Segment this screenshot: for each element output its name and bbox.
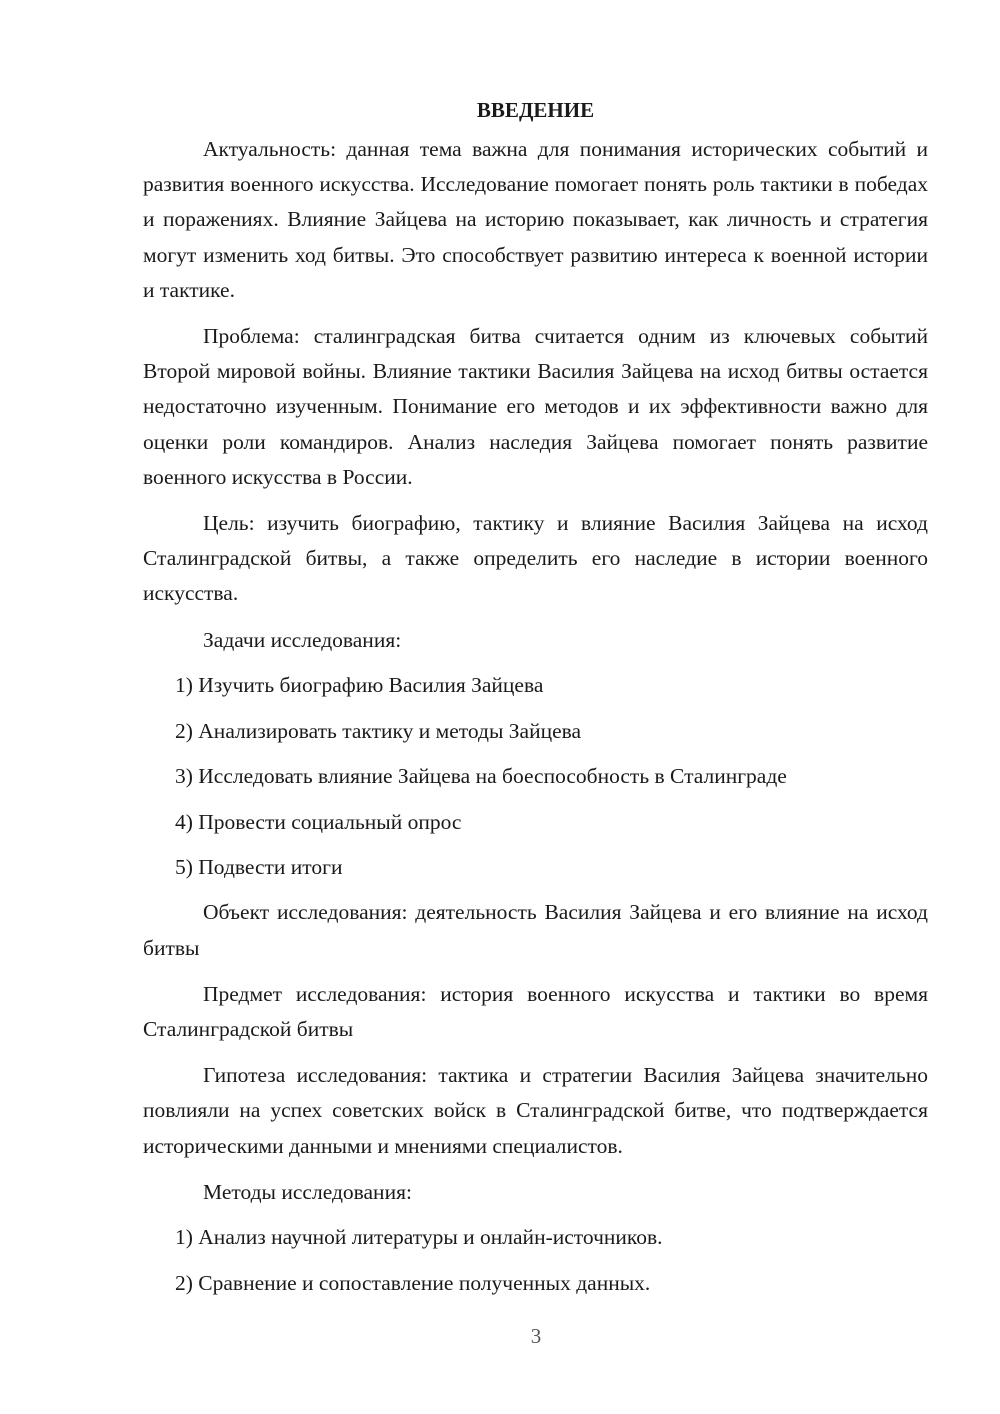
object-paragraph: Объект исследования: деятельность Василия Зайцева и его влияние на исход битвы (143, 900, 928, 960)
goal-paragraph: Цель: изучить биографию, тактику и влияние Василия Зайцева на исход Сталинградской битвы, а также определить его наследие в истории военного искусства. (143, 511, 928, 606)
list-item: 3) Исследовать влияние Зайцева на боеспособность в Сталинграде (175, 764, 787, 789)
tasks-heading: Задачи исследования: (203, 627, 402, 652)
document-page (143, 92, 928, 1311)
page-title: ВВЕДЕНИЕ (476, 98, 595, 122)
relevance-paragraph: Актуальность: данная тема важна для понимания исторических событий и развития военного искусства. Исследование помогает понять роль тактики в победах и поражениях. Влияние Зайцева на историю показывает, как личность и стратегия могут изменить ход битвы. Это способствует развитию интереса к военной истории и тактике. (143, 137, 928, 302)
subject-paragraph: Предмет исследования: история военного искусства и тактики во время Сталинградской битвы (143, 981, 928, 1041)
methods-list (143, 1220, 928, 1301)
methods-heading: Методы исследования: (203, 1179, 412, 1204)
list-item: 2) Сравнение и сопоставление полученных данных. (175, 1270, 651, 1295)
problem-paragraph: Проблема: сталинградская битва считается одним из ключевых событий Второй мировой войны. Влияние тактики Василия Зайцева на исход битвы остается недостаточно изученным. Понимание его методов и их эффективности важно для оценки роли командиров. Анализ наследия Зайцева помогает понять развитие военного искусства в России. (143, 324, 928, 489)
list-item: 4) Провести социальный опрос (175, 809, 462, 834)
list-item: 2) Анализировать тактику и методы Зайцева (175, 718, 582, 743)
list-item: 1) Анализ научной литературы и онлайн-источников. (175, 1225, 663, 1250)
page-number: 3 (530, 1324, 542, 1348)
hypothesis-paragraph: Гипотеза исследования: тактика и стратегии Василия Зайцева значительно повлияли на успех советских войск в Сталинградской битве, что подтверждается историческими данными и мнениями специалистов. (143, 1063, 928, 1158)
tasks-list (143, 668, 928, 885)
list-item: 1) Изучить биографию Василия Зайцева (175, 673, 544, 698)
list-item: 5) Подвести итоги (175, 854, 343, 879)
